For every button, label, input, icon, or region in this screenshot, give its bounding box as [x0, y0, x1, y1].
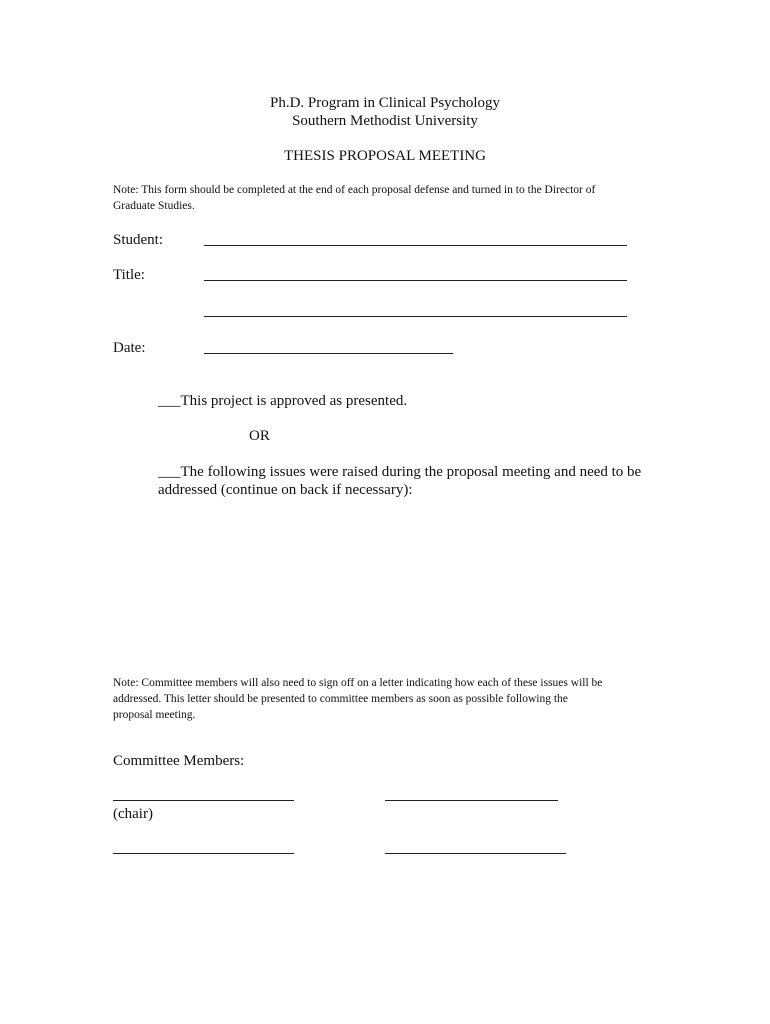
form-title: THESIS PROPOSAL MEETING [284, 148, 486, 164]
note-bottom-line-1: Note: Committee members will also need to sign off on a letter indicating how each of these issues will be [113, 677, 603, 689]
signature-line-chair[interactable] [113, 800, 294, 801]
issues-option-line-2: addressed (continue on back if necessary): [158, 482, 413, 498]
date-label: Date: [113, 340, 146, 356]
chair-label: (chair) [113, 806, 153, 822]
title-field-line-1[interactable] [204, 280, 627, 281]
note-bottom-line-2: addressed. This letter should be presented to committee members as soon as possible following the [113, 693, 568, 705]
title-field-line-2[interactable] [204, 316, 627, 317]
note-top-line-2: Graduate Studies. [113, 200, 195, 212]
date-field-line[interactable] [204, 353, 453, 354]
student-field-line[interactable] [204, 245, 627, 246]
note-bottom-line-3: proposal meeting. [113, 709, 196, 721]
program-name: Ph.D. Program in Clinical Psychology [270, 95, 500, 111]
or-text: OR [249, 428, 270, 444]
signature-line-member-2[interactable] [385, 800, 558, 801]
approved-option[interactable]: ___This project is approved as presented. [158, 393, 408, 409]
student-label: Student: [113, 232, 164, 248]
title-label: Title: [113, 267, 145, 283]
note-top-line-1: Note: This form should be completed at the end of each proposal defense and turned in to the Director of [113, 184, 596, 196]
university-name: Southern Methodist University [292, 113, 478, 129]
signature-line-member-3[interactable] [113, 853, 294, 854]
issues-option-line-1[interactable]: ___The following issues were raised during the proposal meeting and need to be [158, 464, 642, 480]
signature-line-member-4[interactable] [385, 853, 566, 854]
committee-heading: Committee Members: [113, 753, 245, 769]
